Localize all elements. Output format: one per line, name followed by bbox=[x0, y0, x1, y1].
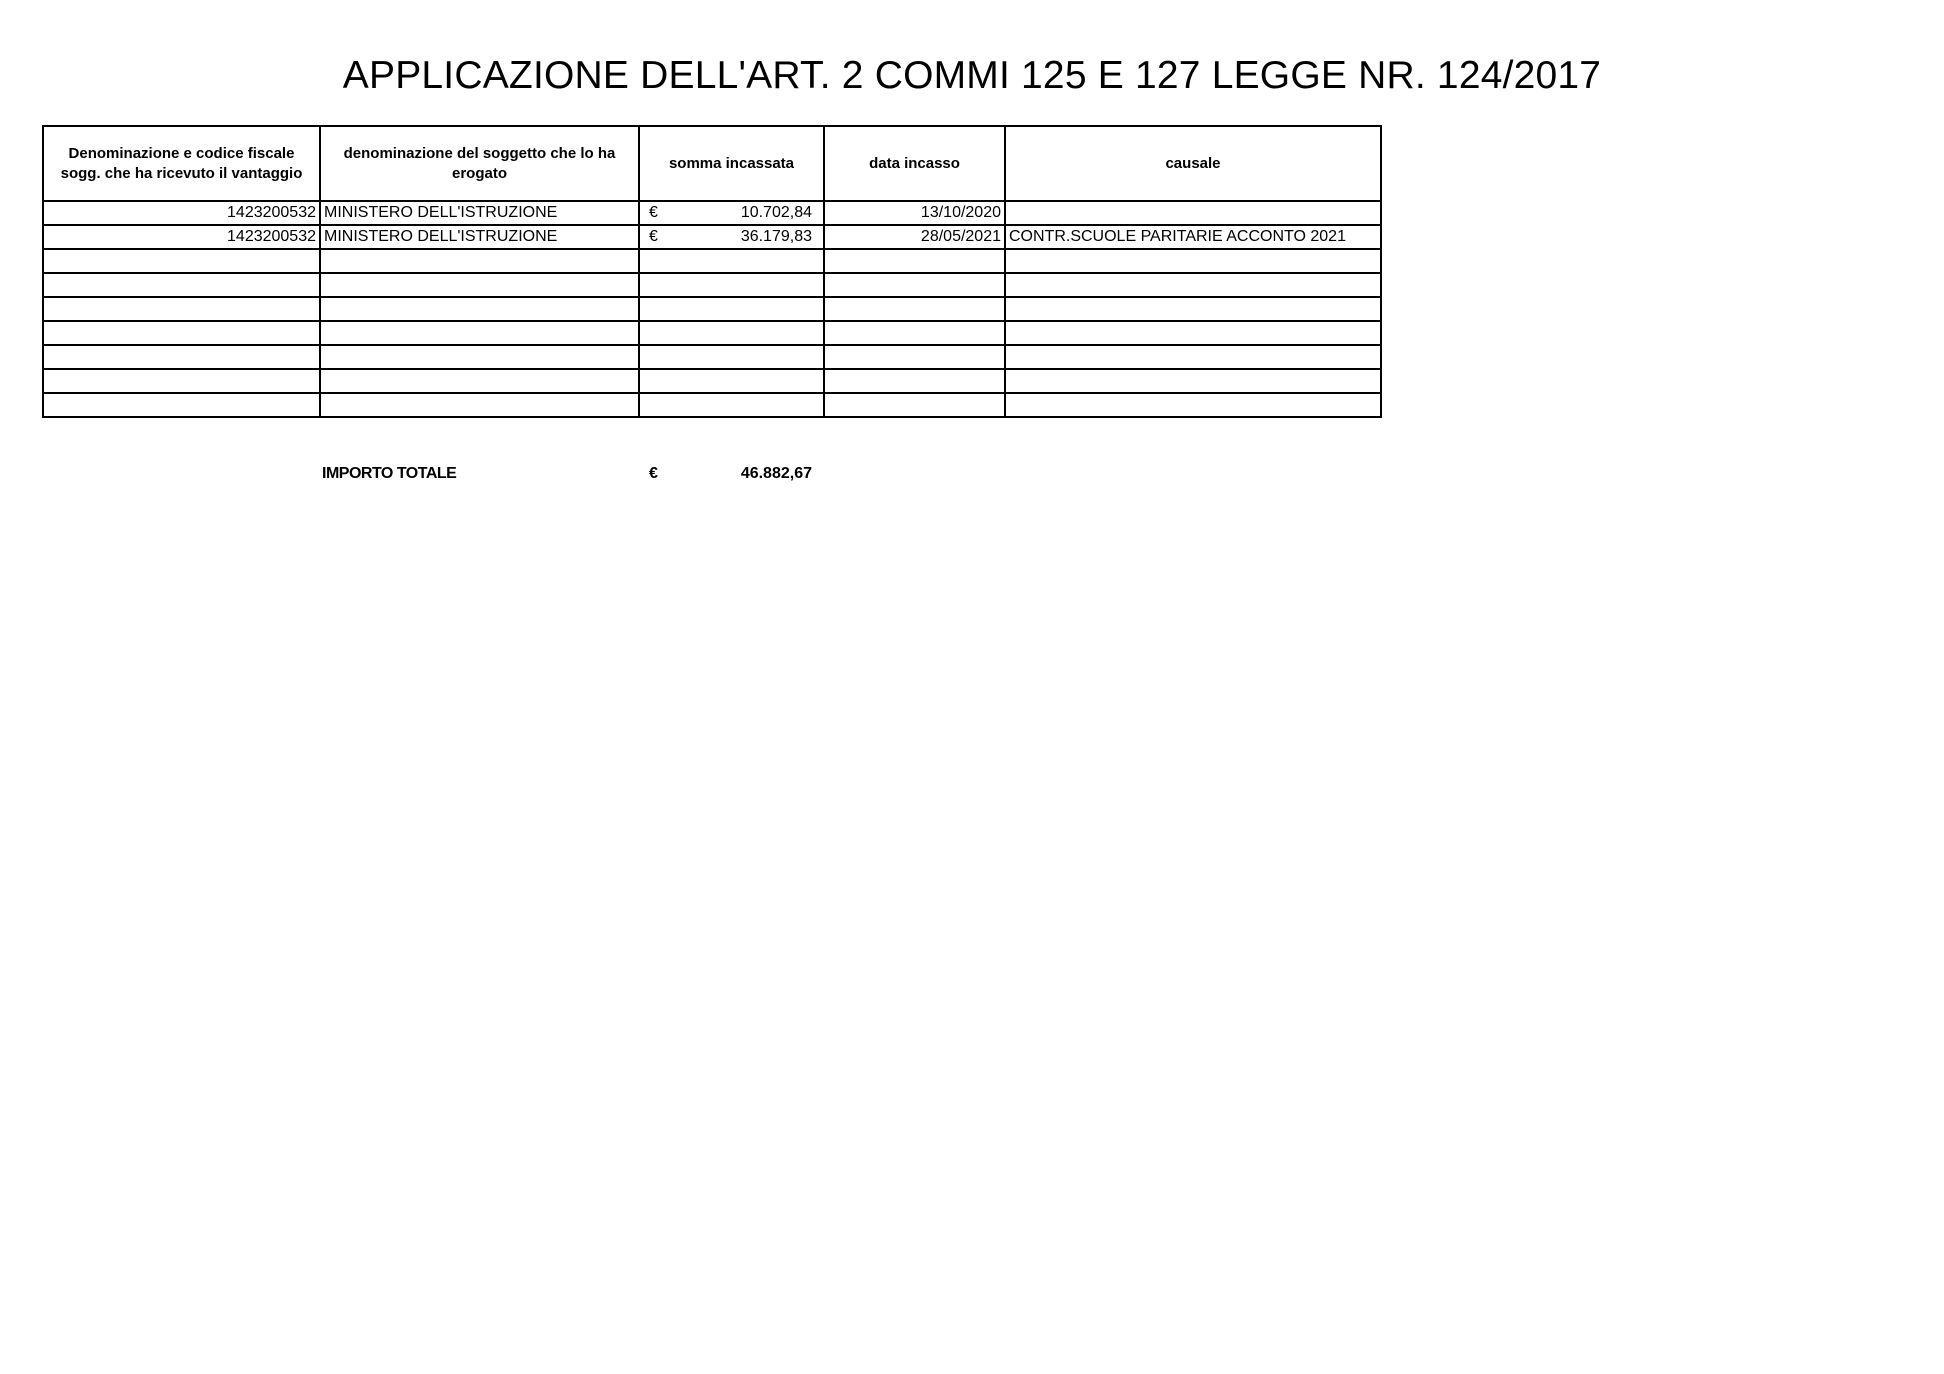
cell-beneficiary: 1423200532 bbox=[43, 225, 320, 249]
cell-reason bbox=[1005, 393, 1381, 417]
total-value: 46.882,67 bbox=[740, 465, 812, 482]
cell-date bbox=[824, 297, 1005, 321]
cell-beneficiary bbox=[43, 393, 320, 417]
cell-beneficiary bbox=[43, 249, 320, 273]
cell-beneficiary bbox=[43, 273, 320, 297]
cell-reason bbox=[1005, 273, 1381, 297]
cell-grantor bbox=[320, 393, 639, 417]
cell-amount bbox=[639, 297, 824, 321]
cell-amount bbox=[639, 393, 824, 417]
table-row bbox=[43, 201, 1381, 225]
cell-amount bbox=[639, 273, 824, 297]
table-row bbox=[43, 345, 1381, 369]
amount-currency: € bbox=[649, 204, 658, 221]
cell-date bbox=[824, 321, 1005, 345]
cell-reason bbox=[1005, 369, 1381, 393]
amount-value: 10.702,84 bbox=[740, 204, 812, 221]
total-label: IMPORTO TOTALE bbox=[322, 465, 457, 482]
cell-date bbox=[824, 273, 1005, 297]
cell-beneficiary bbox=[43, 297, 320, 321]
header-reason: causale bbox=[1005, 126, 1381, 201]
header-date: data incasso bbox=[824, 126, 1005, 201]
header-grantor: denominazione del soggetto che lo ha erogato bbox=[320, 126, 639, 201]
cell-grantor bbox=[320, 321, 639, 345]
total-row bbox=[0, 465, 1944, 487]
total-currency: € bbox=[649, 465, 658, 482]
amount-currency: € bbox=[649, 228, 658, 245]
table-row bbox=[43, 369, 1381, 393]
cell-reason bbox=[1005, 201, 1381, 225]
cell-beneficiary bbox=[43, 369, 320, 393]
cell-grantor: MINISTERO DELL'ISTRUZIONE bbox=[320, 201, 639, 225]
table-row bbox=[43, 273, 1381, 297]
grants-table bbox=[42, 125, 1382, 418]
cell-date: 28/05/2021 bbox=[824, 225, 1005, 249]
header-amount: somma incassata bbox=[639, 126, 824, 201]
cell-grantor bbox=[320, 273, 639, 297]
cell-grantor bbox=[320, 297, 639, 321]
page-title: APPLICAZIONE DELL'ART. 2 COMMI 125 E 127 LEGGE NR. 124/2017 bbox=[342, 54, 1602, 97]
cell-date: 13/10/2020 bbox=[824, 201, 1005, 225]
amount-wrapper bbox=[643, 202, 820, 224]
table-row bbox=[43, 249, 1381, 273]
cell-beneficiary bbox=[43, 345, 320, 369]
cell-reason bbox=[1005, 345, 1381, 369]
cell-grantor bbox=[320, 369, 639, 393]
cell-amount bbox=[639, 345, 824, 369]
cell-amount bbox=[639, 321, 824, 345]
cell-reason: CONTR.SCUOLE PARITARIE ACCONTO 2021 bbox=[1005, 225, 1381, 249]
cell-beneficiary bbox=[43, 321, 320, 345]
cell-amount bbox=[639, 249, 824, 273]
cell-amount bbox=[639, 225, 824, 249]
cell-amount bbox=[639, 201, 824, 225]
table-body bbox=[43, 201, 1381, 417]
table-row bbox=[43, 393, 1381, 417]
cell-reason bbox=[1005, 321, 1381, 345]
cell-reason bbox=[1005, 249, 1381, 273]
cell-grantor bbox=[320, 345, 639, 369]
cell-date bbox=[824, 369, 1005, 393]
cell-date bbox=[824, 393, 1005, 417]
cell-date bbox=[824, 249, 1005, 273]
header-beneficiary: Denominazione e codice fiscale sogg. che ha ricevuto il vantaggio bbox=[43, 126, 320, 201]
cell-beneficiary: 1423200532 bbox=[43, 201, 320, 225]
cell-reason bbox=[1005, 297, 1381, 321]
table-row bbox=[43, 225, 1381, 249]
cell-amount bbox=[639, 369, 824, 393]
amount-value: 36.179,83 bbox=[740, 228, 812, 245]
amount-wrapper bbox=[643, 226, 820, 248]
cell-date bbox=[824, 345, 1005, 369]
table-row bbox=[43, 321, 1381, 345]
cell-grantor bbox=[320, 249, 639, 273]
table-header-row bbox=[43, 126, 1381, 201]
table-row bbox=[43, 297, 1381, 321]
cell-grantor: MINISTERO DELL'ISTRUZIONE bbox=[320, 225, 639, 249]
